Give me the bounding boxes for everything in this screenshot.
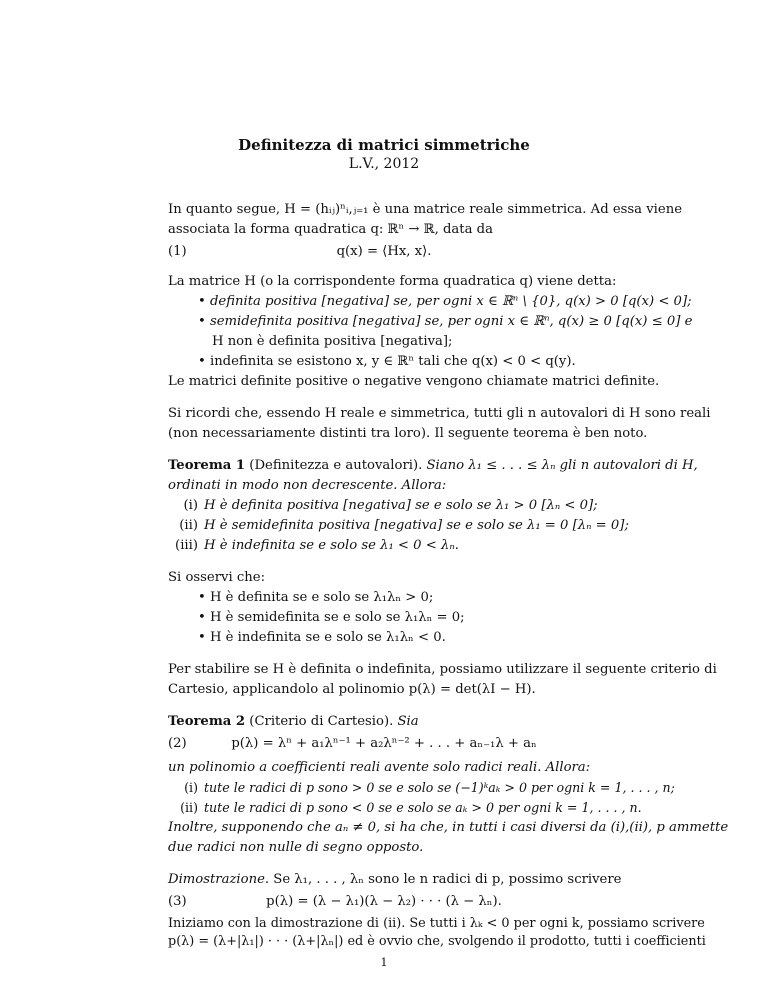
- theorem-2-name: (Criterio di Cartesio).: [249, 714, 394, 729]
- definition-intro: La matrice H (o la corrispondente forma quadratica q) viene detta:: [168, 274, 617, 289]
- page-number: 1: [380, 956, 388, 969]
- theorem-2-sia: Sia: [397, 714, 419, 729]
- theorem-1-statement: Siano λ₁ ≤ . . . ≤ λₙ gli n autovalori di H,: [426, 458, 698, 473]
- equation-body: p(λ) = λⁿ + a₁λⁿ⁻¹ + a₂λⁿ⁻² + . . . + aₙ₋₁λ + aₙ: [231, 736, 537, 751]
- eigen-paragraph-line: Si ricordi che, essendo H reale e simmetrica, tutti gli n autovalori di H sono reali: [168, 406, 711, 421]
- proof-text: Se λ₁, . . . , λₙ sono le n radici di p, possimo scrivere: [273, 872, 622, 887]
- observe-intro: Si osservi che:: [168, 570, 266, 585]
- document-title: Definitezza di matrici simmetriche: [238, 136, 530, 154]
- equation-number: (3): [168, 894, 187, 909]
- theorem-2-closing: due radici non nulle di segno opposto.: [168, 840, 424, 855]
- document-author: L.V., 2012: [348, 156, 420, 172]
- proof-line: Iniziamo con la dimostrazione di (ii). Se tutti i λₖ < 0 per ogni k, possiamo scrivere: [168, 916, 705, 931]
- theorem-1-name: (Definitezza e autovalori).: [249, 458, 423, 473]
- observation-item: • H è indefinita se e solo se λ₁λₙ < 0.: [198, 630, 446, 645]
- eigen-paragraph-line: (non necessariamente distinti tra loro). Il seguente teorema è ben noto.: [168, 426, 648, 441]
- intro-line-2: associata la forma quadratica q: ℝⁿ → ℝ, data da: [168, 222, 493, 237]
- theorem-2-item: (ii) tute le radici di p sono < 0 se e solo se aₖ > 0 per ogni k = 1, . . . , n.: [180, 800, 642, 815]
- equation-number: (2): [168, 736, 187, 751]
- theorem-2-item: (i) tute le radici di p sono > 0 se e solo se (−1)ᵏaₖ > 0 per ogni k = 1, . . . , n;: [184, 780, 675, 795]
- equation-number: (1): [168, 244, 187, 259]
- equation-body: q(x) = ⟨Hx, x⟩.: [336, 244, 432, 259]
- proof-line: p(λ) = (λ+|λ₁|) · · · (λ+|λₙ|) ed è ovvio che, svolgendo il prodotto, tutti i coefficienti: [168, 934, 706, 949]
- theorem-2-closing: Inoltre, supponendo che aₙ ≠ 0, si ha che, in tutti i casi diversi da (i),(ii), p ammette: [168, 820, 729, 835]
- theorem-1-item: (iii) H è indefinita se e solo se λ₁ < 0 < λₙ.: [175, 538, 459, 553]
- theorem-2-heading: [168, 712, 600, 732]
- theorem-2-label: Teorema 2: [168, 714, 246, 729]
- theorem-1-item: (ii) H è semidefinita positiva [negativa] se e solo se λ₁ = 0 [λₙ = 0];: [179, 518, 629, 533]
- theorem-1-label: Teorema 1: [168, 458, 246, 473]
- theorem-1-item: (i) H è definita positiva [negativa] se e solo se λ₁ > 0 [λₙ < 0];: [183, 498, 598, 513]
- definite-note: Le matrici definite positive o negative vengono chiamate matrici definite.: [168, 374, 660, 389]
- definition-item: H non è definita positiva [negativa];: [212, 334, 453, 349]
- observation-item: • H è semidefinita se e solo se λ₁λₙ = 0;: [198, 610, 465, 625]
- proof-label: Dimostrazione.: [168, 872, 270, 887]
- definition-item: • semidefinita positiva [negativa] se, per ogni x ∈ ℝⁿ, q(x) ≥ 0 [q(x) ≤ 0] e: [198, 314, 693, 329]
- intro-line-1: In quanto segue, H = (hᵢⱼ)ⁿᵢ,ⱼ₌₁ è una matrice reale simmetrica. Ad essa viene: [168, 202, 683, 217]
- definition-item: • indefinita se esistono x, y ∈ ℝⁿ tali che q(x) < 0 < q(y).: [198, 354, 576, 369]
- definition-item: • definita positiva [negativa] se, per ogni x ∈ ℝⁿ \ {0}, q(x) > 0 [q(x) < 0];: [198, 294, 692, 309]
- theorem-2-after: un polinomio a coefficienti reali avente solo radici reali. Allora:: [168, 760, 591, 775]
- observation-item: • H è definita se e solo se λ₁λₙ > 0;: [198, 590, 434, 605]
- cartesio-paragraph-line: Cartesio, applicandolo al polinomio p(λ) = det(λI − H).: [168, 682, 536, 697]
- theorem-1-statement-line: ordinati in modo non decrescente. Allora:: [168, 478, 447, 493]
- theorem-1-heading: [168, 456, 698, 476]
- proof-first-line: [168, 870, 622, 890]
- cartesio-paragraph-line: Per stabilire se H è definita o indefinita, possiamo utilizzare il seguente criterio di: [168, 662, 717, 677]
- equation-body: p(λ) = (λ − λ₁)(λ − λ₂) · · · (λ − λₙ).: [266, 894, 502, 909]
